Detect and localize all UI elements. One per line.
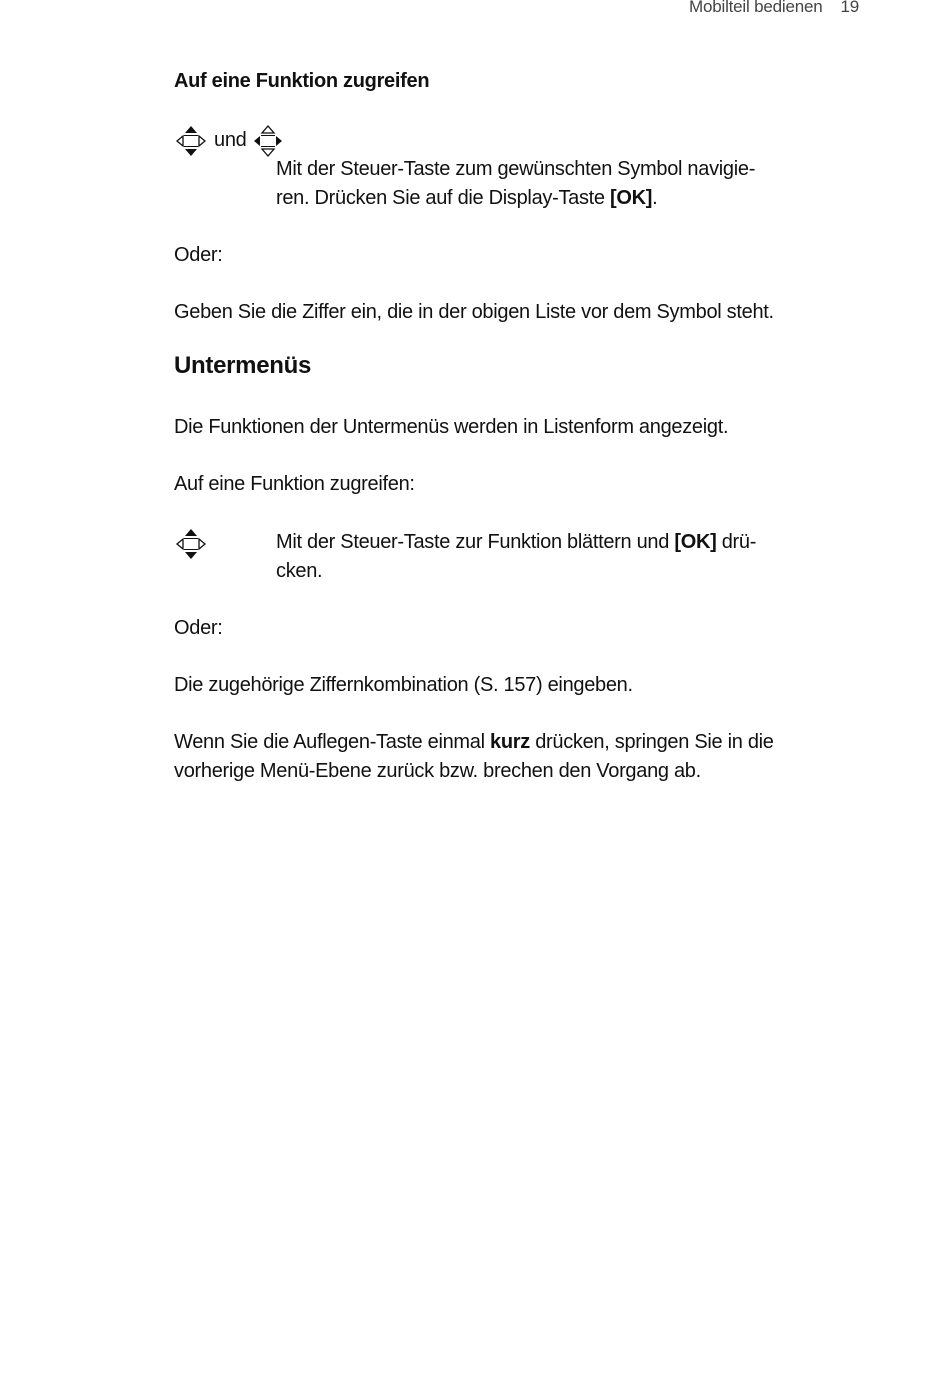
alternative-digit-combination: Die zugehörige Ziffernkombination (S. 157) eingeben. xyxy=(174,674,633,696)
section-heading-function-access: Auf eine Funktion zugreifen xyxy=(174,70,430,92)
note-text: drücken, springen Sie in die xyxy=(529,731,774,753)
access-label: Auf eine Funktion zugreifen: xyxy=(174,473,415,495)
note-line: vorherige Menü-Ebene zurück bzw. brechen den Vorgang ab. xyxy=(174,760,701,782)
keys-joiner-text: und xyxy=(214,129,247,151)
or-label: Oder: xyxy=(174,617,223,639)
header-section-title: Mobilteil bedienen xyxy=(689,0,823,16)
section-heading-submenus: Untermenüs xyxy=(174,352,312,379)
instruction-line: cken. xyxy=(276,560,323,582)
running-header xyxy=(689,0,859,17)
submenu-intro: Die Funktionen der Untermenüs werden in Listenform angezeigt. xyxy=(174,416,729,438)
control-key-up-down-icon xyxy=(175,528,207,560)
ok-key-label: [OK] xyxy=(674,531,717,553)
instruction-text: Mit der Steuer-Taste zur Funktion blättern und xyxy=(276,531,675,553)
instruction-line xyxy=(276,528,776,557)
instruction-text: . xyxy=(652,187,658,209)
hangup-key-note xyxy=(174,728,874,786)
control-key-left-right-icon xyxy=(252,125,284,157)
instruction-text: drü- xyxy=(716,531,757,553)
instruction-navigate-symbol xyxy=(276,155,776,213)
ok-key-label: [OK] xyxy=(610,187,653,209)
note-emphasis: kurz xyxy=(490,731,530,753)
instruction-line: Mit der Steuer-Taste zum gewünschten Symbol navigie- xyxy=(276,158,756,180)
alternative-digit-entry: Geben Sie die Ziffer ein, die in der obigen Liste vor dem Symbol steht. xyxy=(174,301,774,323)
or-label: Oder: xyxy=(174,244,223,266)
instruction-scroll-function xyxy=(276,528,776,586)
control-key-up-down-icon xyxy=(175,125,207,157)
instruction-line xyxy=(276,184,776,213)
note-line xyxy=(174,728,874,757)
note-text: Wenn Sie die Auflegen-Taste einmal xyxy=(174,731,490,753)
page-number: 19 xyxy=(840,0,859,16)
instruction-text: ren. Drücken Sie auf die Display-Taste xyxy=(276,187,611,209)
